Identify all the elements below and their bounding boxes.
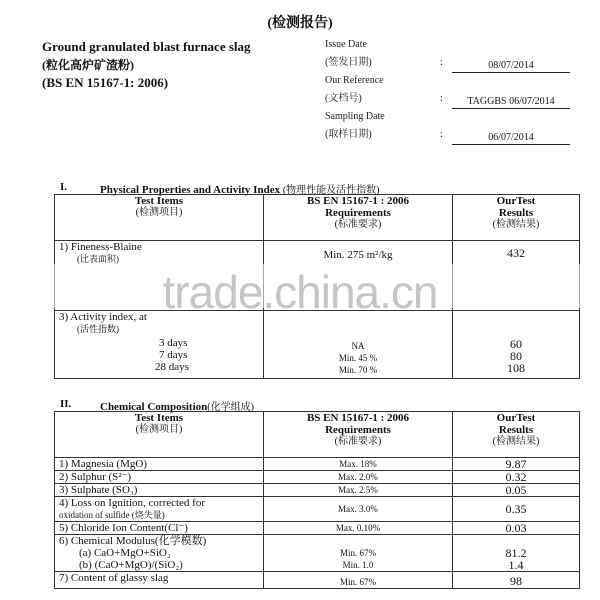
colon: : bbox=[440, 129, 443, 140]
table-row bbox=[55, 311, 580, 379]
header-requirements bbox=[264, 195, 453, 241]
chloride-item: 5) Chloride Ion Content(Cl⁻) bbox=[55, 522, 264, 535]
issue-date-label-cn: (签发日期) bbox=[325, 57, 372, 68]
header-results bbox=[453, 195, 580, 241]
modulus-b-req: Min. 1.0 bbox=[342, 560, 374, 570]
sulphur-item: 2) Sulphur (S²⁻) bbox=[55, 471, 264, 484]
section-2-number: II. bbox=[60, 398, 72, 410]
header-label-cn: (检测项目) bbox=[135, 207, 183, 218]
modulus-b-label: (b) (CaO+MgO)/(SiO₂) bbox=[79, 559, 183, 571]
result-28-days: 108 bbox=[507, 361, 525, 375]
reference-value: TAGGBS 06/07/2014 bbox=[452, 96, 570, 109]
sulphur-result: 0.32 bbox=[453, 471, 580, 484]
header-label: Results bbox=[498, 424, 534, 436]
chemical-composition-table bbox=[54, 411, 580, 589]
table-row bbox=[55, 471, 580, 484]
modulus-item bbox=[55, 535, 264, 572]
table-row bbox=[55, 484, 580, 497]
table-header-row bbox=[55, 412, 580, 458]
section-1-title-cn: (物理性能及活性指数) bbox=[282, 185, 380, 196]
header-requirements bbox=[264, 412, 453, 458]
glassy-result: 98 bbox=[453, 572, 580, 589]
sulphate-result: 0.05 bbox=[453, 484, 580, 497]
item-label-cn: (比表面积) bbox=[77, 254, 119, 264]
glassy-item: 7) Content of glassy slag bbox=[55, 572, 264, 589]
header-label-cn: (标准要求) bbox=[334, 219, 382, 230]
sampling-date-value: 06/07/2014 bbox=[452, 132, 570, 145]
header-label-cn: (检测结果) bbox=[492, 436, 540, 447]
magnesia-item: 1) Magnesia (MgO) bbox=[55, 458, 264, 471]
product-standard: (BS EN 15167-1: 2006) bbox=[42, 75, 169, 90]
table-row bbox=[55, 458, 580, 471]
header-label-cn: (标准要求) bbox=[334, 436, 382, 447]
table-row bbox=[55, 535, 580, 572]
loss-item bbox=[55, 497, 264, 522]
req-28-days: Min. 70 % bbox=[338, 365, 378, 375]
section-2-title-text: Chemical Composition bbox=[100, 401, 208, 413]
header-label: OurTest bbox=[496, 195, 536, 207]
colon: : bbox=[440, 93, 443, 104]
section-1-number: I. bbox=[60, 181, 68, 193]
modulus-a-result: 81.2 bbox=[505, 546, 527, 560]
modulus-b-result: 1.4 bbox=[508, 558, 524, 572]
item-label-2: oxidation of sulfide (烧失量) bbox=[59, 510, 165, 520]
header-results bbox=[453, 412, 580, 458]
result-7-days: 80 bbox=[510, 349, 522, 363]
header-label: BS EN 15167-1 : 2006 bbox=[306, 412, 410, 424]
loss-result: 0.35 bbox=[453, 497, 580, 522]
fineness-req: Min. 275 m²/kg bbox=[264, 241, 453, 311]
chloride-req: Max. 0.10% bbox=[264, 522, 453, 535]
sulphur-req: Max. 2.0% bbox=[264, 471, 453, 484]
item-label: 1) Fineness-Blaine bbox=[59, 241, 142, 253]
product-name-cn: (粒化高炉矿渣粉) bbox=[42, 58, 134, 72]
sampling-date-label-cn: (取样日期) bbox=[325, 129, 372, 140]
table-row bbox=[55, 497, 580, 522]
section-1-title-text: Physical Properties and Activity Index bbox=[100, 184, 281, 196]
day-28: 28 days bbox=[155, 361, 189, 373]
activity-item bbox=[55, 311, 264, 379]
magnesia-req: Max. 18% bbox=[264, 458, 453, 471]
modulus-a-label: (a) CaO+MgO+SiO₂ bbox=[79, 547, 171, 559]
sulphate-req: Max. 2.5% bbox=[264, 484, 453, 497]
header-label: Requirements bbox=[325, 424, 391, 436]
activity-result bbox=[453, 311, 580, 379]
header-label: BS EN 15167-1 : 2006 bbox=[306, 195, 410, 207]
glassy-req: Min. 67% bbox=[264, 572, 453, 589]
item-label-cn: (活性指数) bbox=[77, 324, 119, 334]
loss-req: Max. 3.0% bbox=[264, 497, 453, 522]
sulphate-item: 3) Sulphate (SO₃) bbox=[55, 484, 264, 497]
chloride-result: 0.03 bbox=[453, 522, 580, 535]
section-2-title-cn: (化学组成) bbox=[207, 402, 254, 413]
header-label: Requirements bbox=[325, 207, 391, 219]
table-header-row bbox=[55, 195, 580, 241]
issue-date-value: 08/07/2014 bbox=[452, 60, 570, 73]
day-7: 7 days bbox=[159, 349, 188, 361]
header-label: OurTest bbox=[496, 412, 536, 424]
table-row bbox=[55, 572, 580, 589]
fineness-result: 432 bbox=[453, 241, 580, 311]
header-label: Results bbox=[498, 207, 534, 219]
header-label-cn: (检测结果) bbox=[492, 219, 540, 230]
modulus-a-req: Min. 67% bbox=[340, 548, 376, 558]
header-label: Test Items bbox=[134, 195, 184, 207]
colon: : bbox=[440, 57, 443, 68]
header-test-items bbox=[55, 195, 264, 241]
header-test-items bbox=[55, 412, 264, 458]
reference-label: Our Reference bbox=[325, 75, 384, 86]
magnesia-result: 9.87 bbox=[453, 458, 580, 471]
modulus-result bbox=[453, 535, 580, 572]
req-7-days: Min. 45 % bbox=[338, 353, 378, 363]
issue-date-label: Issue Date bbox=[325, 39, 367, 50]
table-row bbox=[55, 522, 580, 535]
item-label: 4) Loss on Ignition, corrected for bbox=[59, 497, 206, 509]
item-label: 3) Activity index, at bbox=[59, 311, 147, 323]
reference-label-cn: (文档号) bbox=[325, 93, 362, 104]
report-title: (检测报告) bbox=[267, 16, 333, 31]
result-3-days: 60 bbox=[510, 337, 522, 351]
day-3: 3 days bbox=[159, 337, 188, 349]
item-label: 6) Chemical Modulus(化学模数) bbox=[59, 535, 207, 547]
watermark: trade.china.cn bbox=[162, 266, 438, 318]
modulus-req bbox=[264, 535, 453, 572]
header-label-cn: (检测项目) bbox=[135, 424, 183, 435]
activity-req bbox=[264, 311, 453, 379]
product-name: Ground granulated blast furnace slag bbox=[42, 39, 251, 54]
sampling-date-label: Sampling Date bbox=[325, 111, 385, 122]
header-label: Test Items bbox=[134, 412, 184, 424]
req-3-days: NA bbox=[351, 341, 365, 351]
